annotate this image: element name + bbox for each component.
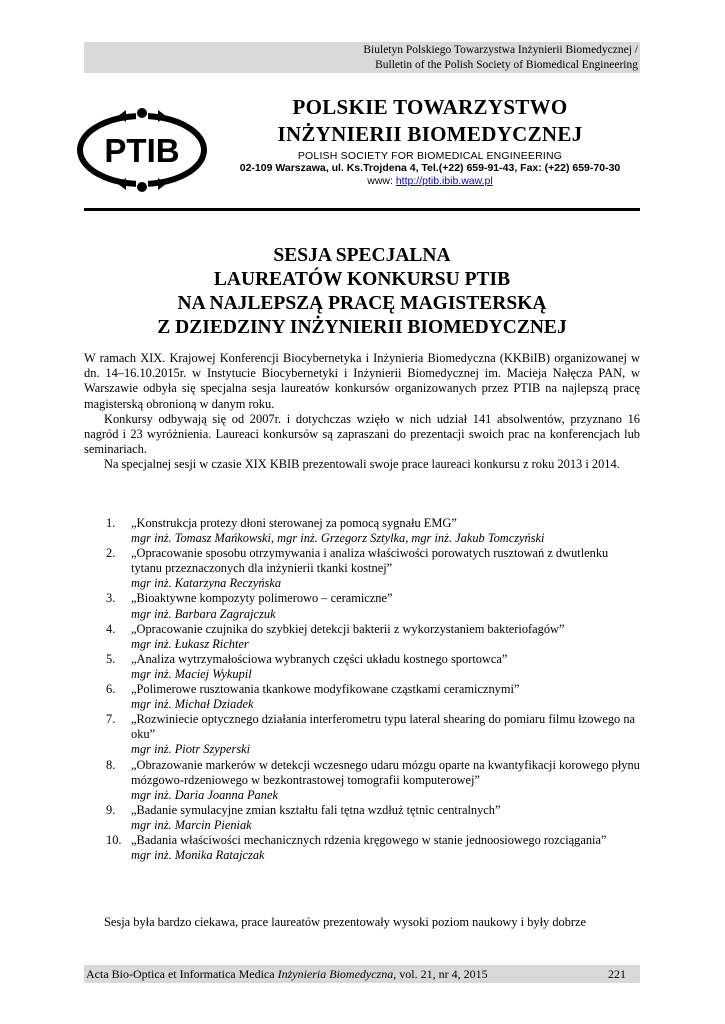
work-author: mgr inż. Marcin Pieniak <box>131 817 252 832</box>
org-name-line2: INŻYNIERII BIOMEDYCZNEJ <box>277 122 583 146</box>
list-item <box>84 591 640 621</box>
logo-text: PTIB <box>104 132 180 169</box>
list-item <box>84 516 640 546</box>
page-number: 221 <box>608 967 626 981</box>
organization-header <box>220 94 640 188</box>
list-item-number: 10. <box>106 832 122 847</box>
list-item-number: 7. <box>106 712 116 727</box>
work-title: „Rozwiniecie optycznego działania interferometru typu lateral shearing do pomiaru filmu łzowego na oku” <box>131 712 636 742</box>
www-label: www: <box>367 175 396 187</box>
list-item <box>84 546 640 591</box>
list-item-number: 5. <box>106 651 116 666</box>
header-divider <box>84 208 640 211</box>
list-item-number: 6. <box>106 682 116 697</box>
list-item <box>84 833 640 863</box>
list-item-number: 1. <box>106 516 116 530</box>
website-link[interactable]: http://ptib.ibib.waw.pl <box>395 175 493 187</box>
list-item <box>84 682 640 712</box>
list-item-number: 4. <box>106 621 116 636</box>
intro-text <box>84 351 640 473</box>
org-name-line1: POLSKIE TOWARZYSTWO <box>292 95 568 119</box>
page-footer <box>84 965 640 983</box>
ptib-logo-icon <box>68 104 216 192</box>
title-line4: Z DZIEDZINY INŻYNIERII BIOMEDYCZNEJ <box>157 317 567 338</box>
work-title: „Bioaktywne kompozyty polimerowo – ceramiczne” <box>131 591 393 606</box>
list-item <box>84 712 640 757</box>
list-item-number: 8. <box>106 757 116 772</box>
work-title: „Polimerowe rusztowania tkankowe modyfikowane cząstkami ceramicznymi” <box>131 682 520 697</box>
work-author: mgr inż. Tomasz Mańkowski, mgr inż. Grzegorz Sztylka, mgr inż. Jakub Tomczyński <box>131 531 545 546</box>
work-author: mgr inż. Łukasz Richter <box>131 636 249 651</box>
bulletin-title-pl: Biuletyn Polskiego Towarzystwa Inżynierii Biomedycznej / <box>363 44 638 56</box>
work-title: „Obrazowanie markerów w detekcji wczesnego udaru mózgu oparte na kwantyfikacji korowego płynu mózgowo-rdzeniowego w bezkontrastowej tomografii komputerowej” <box>131 757 640 787</box>
bulletin-header <box>84 42 640 73</box>
org-address: 02-109 Warszawa, ul. Ks.Trojdena 4, Tel.(+22) 659-91-43, Fax: (+22) 659-70-30 <box>239 162 621 174</box>
journal-italic: Inżynieria Biomedyczna <box>277 967 394 981</box>
list-item <box>84 803 640 833</box>
work-author: mgr inż. Katarzyna Reczyńska <box>131 576 282 591</box>
list-item-number: 3. <box>106 591 116 606</box>
list-item <box>84 758 640 803</box>
paragraph-intro: W ramach XIX. Krajowej Konferencji Biocybernetyka i Inżynieria Biomedyczna (KKBiIB) organizowanej w dn. 14–16.10.2015r. w Instytucie Biocybernetyki i Inżynierii Biomedycznej im. Macieja Nałęcza PAN, w Warszawie odbyła się specjalna sesja laureatów konkursów organizowanych przez PTIB na najlepszą pracę magisterską obronioną w danym roku. <box>84 351 640 411</box>
title-line2: LAUREATÓW KONKURSU PTIB <box>213 269 511 290</box>
journal-citation <box>86 965 488 983</box>
list-item <box>84 652 640 682</box>
title-line1: SESJA SPECJALNA <box>273 245 451 266</box>
laureate-works-list <box>84 516 640 863</box>
work-title: „Badania właściwości mechanicznych rdzenia kręgowego w stanie jednoosiowego rozciągania” <box>131 832 607 847</box>
work-author: mgr inż. Piotr Szyperski <box>131 742 251 757</box>
work-author: mgr inż. Monika Ratajczak <box>131 848 265 863</box>
journal-suffix: , vol. 21, nr 4, 2015 <box>393 967 488 981</box>
paragraph-contests: Konkursy odbywają się od 2007r. i dotychczas wzięło w nich udział 141 absolwentów, przyznano 16 nagród i 23 wyróżnienia. Laureaci konkursów są zapraszani do prezentacji swoich prac na konferencjach lub seminariach. <box>84 411 640 457</box>
page-title <box>84 244 640 340</box>
list-item <box>84 622 640 652</box>
work-author: mgr inż. Daria Joanna Panek <box>131 787 278 802</box>
org-name-english: POLISH SOCIETY FOR BIOMEDICAL ENGINEERING <box>297 150 563 162</box>
work-title: „Analiza wytrzymałościowa wybranych części układu kostnego sportowca” <box>131 651 508 666</box>
org-website <box>220 175 640 188</box>
work-author: mgr inż. Barbara Zagrajczuk <box>131 606 276 621</box>
paragraph-session: Na specjalnej sesji w czasie XIX KBIB prezentowali swoje prace laureaci konkursu z roku 2013 i 2014. <box>104 457 620 472</box>
work-title: „Konstrukcja protezy dłoni sterowanej za pomocą sygnału EMG” <box>131 516 457 530</box>
work-author: mgr inż. Michał Dziadek <box>131 697 254 712</box>
work-title: „Badanie symulacyjne zmian kształtu fali tętna wzdłuż tętnic centralnych” <box>131 802 501 817</box>
list-item-number: 9. <box>106 802 116 817</box>
list-item-number: 2. <box>106 546 116 561</box>
work-title: „Opracowanie sposobu otrzymywania i analiza właściwości porowatych rusztowań z dwutlenku tytanu przeznaczonych dla inżynierii tkanki kostnej” <box>131 546 609 576</box>
title-line3: NA NAJLEPSZĄ PRACĘ MAGISTERSKĄ <box>177 293 547 314</box>
closing-paragraph: Sesja była bardzo ciekawa, prace laureatów prezentowały wysoki poziom naukowy i były dobrze <box>104 915 587 929</box>
work-author: mgr inż. Maciej Wykupil <box>131 666 252 681</box>
work-title: „Opracowanie czujnika do szybkiej detekcji bakterii z wykorzystaniem bakteriofagów” <box>131 621 565 636</box>
journal-prefix: Acta Bio-Optica et Informatica Medica <box>86 967 278 981</box>
bulletin-title-en: Bulletin of the Polish Society of Biomedical Engineering <box>375 59 638 71</box>
